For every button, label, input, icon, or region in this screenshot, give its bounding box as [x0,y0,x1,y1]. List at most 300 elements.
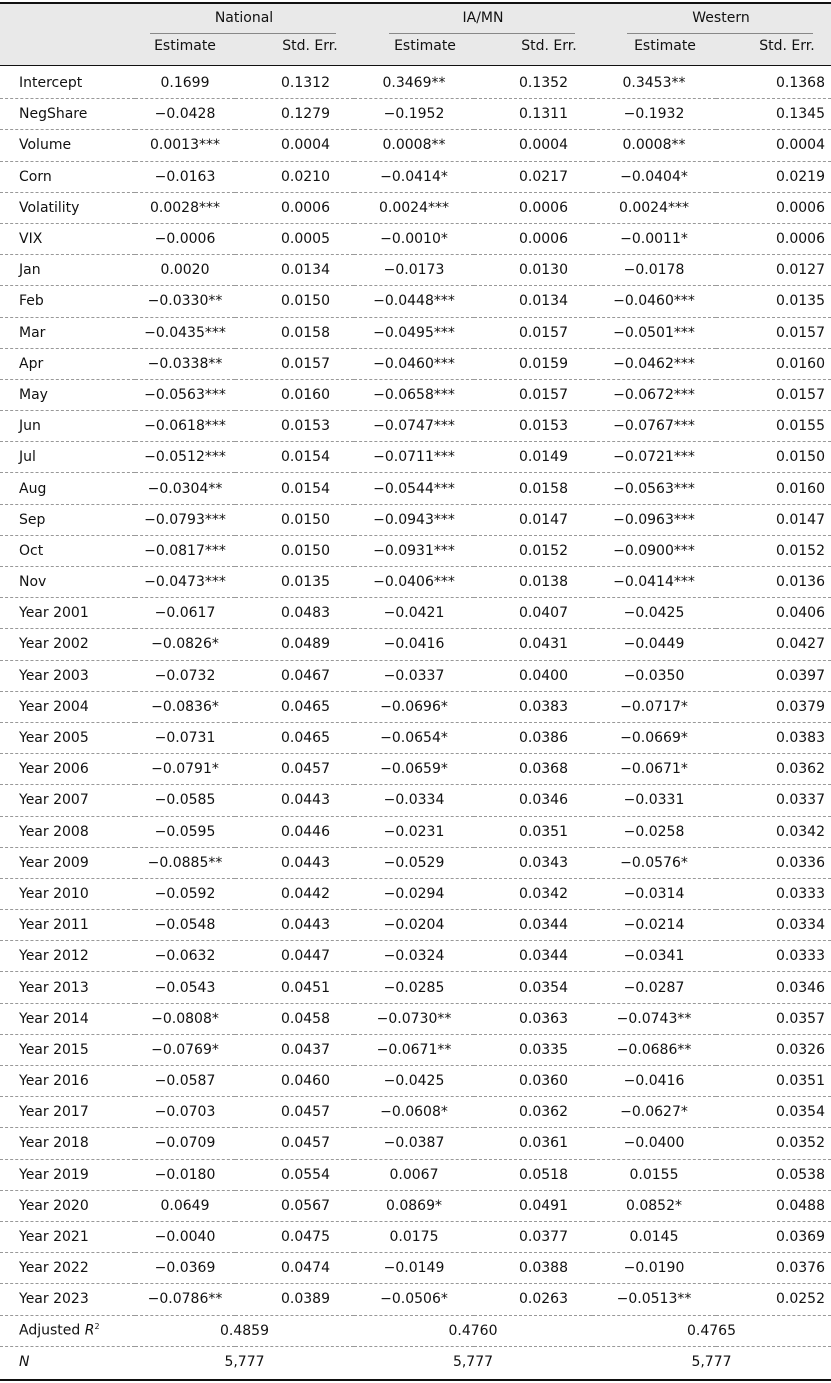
table-row [0,972,831,1003]
row-label: Year 2011 [0,910,135,941]
stderr-national: 0.0442 [235,878,354,909]
stderr-national: 0.0210 [235,161,354,192]
table-row [0,99,831,130]
row-label: Volatility [0,192,135,223]
table-row [0,68,831,99]
estimate-national: −0.0006 [135,223,235,254]
estimate-national: −0.0786** [135,1284,235,1315]
stderr-national: 0.0465 [235,722,354,753]
estimate-iamn: 0.0008** [354,130,474,161]
estimate-iamn: −0.0406*** [354,567,474,598]
row-label: Year 2007 [0,785,135,816]
estimate-western: −0.0563*** [592,473,716,504]
estimate-iamn: −0.0654* [354,722,474,753]
estimate-western: −0.0258 [592,816,716,847]
estimate-national: −0.0473*** [135,567,235,598]
estimate-western: −0.1932 [592,99,716,130]
table-row [0,847,831,878]
group-header-national: National [214,10,274,26]
estimate-national: −0.0791* [135,754,235,785]
estimate-national: −0.0632 [135,941,235,972]
estimate-national: −0.0769* [135,1034,235,1065]
adjusted-r2-western: 0.4765 [592,1315,831,1346]
stderr-national: 0.0154 [235,442,354,473]
stderr-national: 0.0474 [235,1253,354,1284]
estimate-iamn: −0.0324 [354,941,474,972]
estimate-iamn: −0.0294 [354,878,474,909]
estimate-national: −0.0338** [135,348,235,379]
stderr-iamn: 0.0158 [474,473,592,504]
stderr-western: 0.0354 [716,1097,831,1128]
estimate-national: −0.0595 [135,816,235,847]
row-label: Year 2010 [0,878,135,909]
stderr-national: 0.0457 [235,1097,354,1128]
stderr-western: 0.0006 [716,192,831,223]
table-row [0,442,831,473]
row-label: VIX [0,223,135,254]
table-row [0,317,831,348]
estimate-western: −0.0767*** [592,411,716,442]
estimate-iamn: 0.0024*** [354,192,474,223]
estimate-national: −0.0617 [135,598,235,629]
estimate-western: −0.0460*** [592,286,716,317]
stderr-national: 0.0150 [235,504,354,535]
estimate-national: −0.0369 [135,1253,235,1284]
stderr-western: 0.0362 [716,754,831,785]
row-label: Year 2009 [0,847,135,878]
table-row [0,1034,831,1065]
estimate-national: −0.0428 [135,99,235,130]
estimate-national: −0.0512*** [135,442,235,473]
row-label: Intercept [0,68,135,99]
stderr-western: 0.0150 [716,442,831,473]
table-row [0,286,831,317]
estimate-national: −0.0808* [135,1003,235,1034]
estimate-iamn: 0.0067 [354,1159,474,1190]
estimate-national: −0.0543 [135,972,235,1003]
table-row [0,816,831,847]
stderr-national: 0.0457 [235,1128,354,1159]
row-label: Sep [0,504,135,535]
row-label: Year 2013 [0,972,135,1003]
estimate-western: −0.0011* [592,223,716,254]
subheader-std-err: Std. Err. [521,38,577,54]
stderr-iamn: 0.0344 [474,941,592,972]
table-row [0,379,831,410]
estimate-western: −0.0963*** [592,504,716,535]
table-row [0,255,831,286]
stderr-national: 0.0157 [235,348,354,379]
stderr-iamn: 0.0130 [474,255,592,286]
stderr-iamn: 0.0263 [474,1284,592,1315]
estimate-iamn: −0.0671** [354,1034,474,1065]
stderr-national: 0.0451 [235,972,354,1003]
group-underline-national [150,33,336,34]
stderr-western: 0.0252 [716,1284,831,1315]
estimate-national: 0.0020 [135,255,235,286]
row-label: Nov [0,567,135,598]
estimate-western: 0.0852* [592,1190,716,1221]
table-body [0,68,831,1377]
estimate-western: −0.0404* [592,161,716,192]
stderr-national: 0.0437 [235,1034,354,1065]
stderr-western: 0.0383 [716,722,831,753]
stderr-iamn: 0.0006 [474,223,592,254]
estimate-western: −0.0743** [592,1003,716,1034]
subheader-estimate: Estimate [634,38,696,54]
stderr-iamn: 0.0368 [474,754,592,785]
estimate-iamn: −0.0544*** [354,473,474,504]
stderr-national: 0.0443 [235,847,354,878]
estimate-national: −0.0180 [135,1159,235,1190]
estimate-national: 0.0028*** [135,192,235,223]
row-label: Year 2003 [0,660,135,691]
stderr-iamn: 0.0147 [474,504,592,535]
estimate-western: −0.0717* [592,691,716,722]
stderr-western: 0.0342 [716,816,831,847]
estimate-western: −0.0501*** [592,317,716,348]
table-row [0,1159,831,1190]
n-national: 5,777 [224,1353,265,1370]
stderr-western: 0.0155 [716,411,831,442]
stderr-iamn: 0.0361 [474,1128,592,1159]
estimate-iamn: −0.0425 [354,1066,474,1097]
n-iamn: 5,777 [452,1353,494,1370]
stderr-iamn: 0.0006 [474,192,592,223]
table-row [0,1221,831,1252]
stderr-iamn: 0.0152 [474,535,592,566]
group-header-western: Western [692,10,750,26]
stderr-iamn: 0.0363 [474,1003,592,1034]
stderr-national: 0.0465 [235,691,354,722]
estimate-national: −0.0040 [135,1221,235,1252]
stderr-western: 0.0406 [716,598,831,629]
row-label: Year 2018 [0,1128,135,1159]
stderr-national: 0.0467 [235,660,354,691]
stderr-national: 0.0004 [235,130,354,161]
estimate-iamn: −0.0448*** [354,286,474,317]
table-row [0,691,831,722]
estimate-western: −0.0671* [592,754,716,785]
row-label: Feb [0,286,135,317]
table-row [0,130,831,161]
table-row [0,223,831,254]
estimate-western: −0.0425 [592,598,716,629]
estimate-iamn: −0.0659* [354,754,474,785]
n-row [0,1346,831,1377]
estimate-iamn: −0.0931*** [354,535,474,566]
stderr-iamn: 0.0362 [474,1097,592,1128]
stderr-iamn: 0.0004 [474,130,592,161]
stderr-western: 0.0135 [716,286,831,317]
table-row [0,1097,831,1128]
stderr-national: 0.0443 [235,910,354,941]
row-label: N [19,1353,30,1370]
row-label: Year 2001 [0,598,135,629]
estimate-western: −0.0414*** [592,567,716,598]
estimate-iamn: 0.3469** [354,68,474,99]
stderr-national: 0.0443 [235,785,354,816]
estimate-iamn: −0.0460*** [354,348,474,379]
estimate-western: 0.3453** [592,68,716,99]
estimate-western: −0.0341 [592,941,716,972]
estimate-western: 0.0008** [592,130,716,161]
estimate-iamn: −0.0943*** [354,504,474,535]
estimate-national: −0.0793*** [135,504,235,535]
stderr-western: 0.0376 [716,1253,831,1284]
estimate-national: −0.0836* [135,691,235,722]
stderr-western: 0.0147 [716,504,831,535]
row-label: Year 2004 [0,691,135,722]
table-row [0,348,831,379]
stderr-western: 0.0333 [716,878,831,909]
stderr-iamn: 0.1311 [474,99,592,130]
estimate-national: −0.0163 [135,161,235,192]
adjusted-r2-iamn: 0.4760 [354,1315,592,1346]
stderr-national: 0.0446 [235,816,354,847]
row-label: Year 2016 [0,1066,135,1097]
estimate-national: −0.0826* [135,629,235,660]
subheader-std-err: Std. Err. [759,38,815,54]
estimate-national: 0.0013*** [135,130,235,161]
estimate-iamn: 0.0869* [354,1190,474,1221]
stderr-iamn: 0.0346 [474,785,592,816]
estimate-national: −0.0330** [135,286,235,317]
estimate-western: −0.0627* [592,1097,716,1128]
estimate-iamn: −0.1952 [354,99,474,130]
stderr-iamn: 0.0159 [474,348,592,379]
stderr-western: 0.0369 [716,1221,831,1252]
stderr-iamn: 0.0383 [474,691,592,722]
stderr-western: 0.0334 [716,910,831,941]
row-label: Year 2023 [0,1284,135,1315]
row-label: Oct [0,535,135,566]
table-row [0,941,831,972]
stderr-western: 0.0488 [716,1190,831,1221]
stderr-national: 0.1279 [235,99,354,130]
estimate-western: −0.0686** [592,1034,716,1065]
stderr-iamn: 0.0491 [474,1190,592,1221]
stderr-iamn: 0.0342 [474,878,592,909]
stderr-western: 0.0336 [716,847,831,878]
table-row [0,598,831,629]
row-label: Year 2002 [0,629,135,660]
estimate-national: −0.0885** [135,847,235,878]
estimate-national: −0.0304** [135,473,235,504]
row-label: Year 2012 [0,941,135,972]
estimate-western: −0.0214 [592,910,716,941]
table-row [0,411,831,442]
row-label: Adjusted $R^2$ [0,1315,135,1346]
row-label: Mar [0,317,135,348]
stderr-western: 0.0326 [716,1034,831,1065]
estimate-national: −0.0732 [135,660,235,691]
estimate-western: −0.0178 [592,255,716,286]
estimate-iamn: −0.0414* [354,161,474,192]
stderr-iamn: 0.0134 [474,286,592,317]
table-row [0,161,831,192]
adjusted-r2-row [0,1315,831,1346]
table-row [0,535,831,566]
stderr-national: 0.0567 [235,1190,354,1221]
table-row [0,754,831,785]
estimate-iamn: −0.0421 [354,598,474,629]
estimate-national: −0.0703 [135,1097,235,1128]
estimate-iamn: −0.0529 [354,847,474,878]
stderr-western: 0.0152 [716,535,831,566]
estimate-western: 0.0145 [592,1221,716,1252]
stderr-western: 0.1368 [716,68,831,99]
table-row [0,192,831,223]
stderr-national: 0.0005 [235,223,354,254]
subheader-estimate: Estimate [154,38,216,54]
estimate-western: 0.0024*** [592,192,716,223]
estimate-iamn: −0.0506* [354,1284,474,1315]
group-underline-western [627,33,813,34]
stderr-western: 0.0337 [716,785,831,816]
stderr-national: 0.0006 [235,192,354,223]
row-label: Year 2022 [0,1253,135,1284]
table-row [0,629,831,660]
stderr-western: 0.0427 [716,629,831,660]
estimate-western: −0.0331 [592,785,716,816]
table-row [0,473,831,504]
stderr-iamn: 0.0400 [474,660,592,691]
estimate-western: −0.0314 [592,878,716,909]
stderr-iamn: 0.0351 [474,816,592,847]
estimate-iamn: −0.0416 [354,629,474,660]
stderr-national: 0.0458 [235,1003,354,1034]
estimate-national: −0.0585 [135,785,235,816]
stderr-national: 0.0475 [235,1221,354,1252]
stderr-national: 0.0150 [235,535,354,566]
stderr-national: 0.0389 [235,1284,354,1315]
row-label: Year 2008 [0,816,135,847]
stderr-western: 0.0160 [716,473,831,504]
estimate-iamn: −0.0495*** [354,317,474,348]
group-header-iamn: IA/MN [462,10,504,26]
estimate-iamn: −0.0285 [354,972,474,1003]
stderr-western: 0.0136 [716,567,831,598]
stderr-iamn: 0.0138 [474,567,592,598]
subheader-std-err: Std. Err. [282,38,338,54]
stderr-iamn: 0.0157 [474,379,592,410]
estimate-national: −0.0548 [135,910,235,941]
stderr-national: 0.0489 [235,629,354,660]
stderr-western: 0.0538 [716,1159,831,1190]
estimate-western: −0.0400 [592,1128,716,1159]
stderr-iamn: 0.0431 [474,629,592,660]
stderr-western: 0.0157 [716,317,831,348]
estimate-national: −0.0592 [135,878,235,909]
adjusted-r2-national: 0.4859 [135,1315,354,1346]
stderr-western: 0.1345 [716,99,831,130]
stderr-national: 0.0134 [235,255,354,286]
stderr-national: 0.0457 [235,754,354,785]
estimate-western: −0.0721*** [592,442,716,473]
estimate-national: −0.0563*** [135,379,235,410]
estimate-western: −0.0449 [592,629,716,660]
estimate-iamn: −0.0658*** [354,379,474,410]
row-label: Volume [0,130,135,161]
row-label: Year 2006 [0,754,135,785]
stderr-iamn: 0.0344 [474,910,592,941]
bottom-rule [0,1379,831,1381]
row-label: Apr [0,348,135,379]
row-label: May [0,379,135,410]
stderr-western: 0.0346 [716,972,831,1003]
estimate-iamn: −0.0747*** [354,411,474,442]
estimate-western: −0.0513** [592,1284,716,1315]
estimate-iamn: −0.0173 [354,255,474,286]
table-row [0,1066,831,1097]
row-label: Aug [0,473,135,504]
row-label: Corn [0,161,135,192]
header-rule [0,65,831,66]
estimate-western: −0.0672*** [592,379,716,410]
estimate-western: −0.0287 [592,972,716,1003]
estimate-iamn: −0.0204 [354,910,474,941]
stderr-western: 0.0379 [716,691,831,722]
stderr-iamn: 0.0407 [474,598,592,629]
row-label: Year 2020 [0,1190,135,1221]
row-label: Year 2019 [0,1159,135,1190]
stderr-iamn: 0.0149 [474,442,592,473]
estimate-national: −0.0817*** [135,535,235,566]
group-underline-iamn [389,33,575,34]
stderr-national: 0.0150 [235,286,354,317]
stderr-iamn: 0.0386 [474,722,592,753]
estimate-national: 0.0649 [135,1190,235,1221]
table-row [0,722,831,753]
stderr-iamn: 0.0354 [474,972,592,1003]
stderr-western: 0.0357 [716,1003,831,1034]
estimate-iamn: −0.0337 [354,660,474,691]
stderr-iamn: 0.1352 [474,68,592,99]
estimate-iamn: −0.0387 [354,1128,474,1159]
stderr-national: 0.0158 [235,317,354,348]
stderr-iamn: 0.0153 [474,411,592,442]
stderr-national: 0.0483 [235,598,354,629]
estimate-national: −0.0618*** [135,411,235,442]
stderr-western: 0.0127 [716,255,831,286]
stderr-iamn: 0.0217 [474,161,592,192]
table-row [0,504,831,535]
estimate-iamn: 0.0175 [354,1221,474,1252]
stderr-western: 0.0004 [716,130,831,161]
table-row [0,878,831,909]
estimate-iamn: −0.0711*** [354,442,474,473]
row-label: Year 2014 [0,1003,135,1034]
stderr-national: 0.0460 [235,1066,354,1097]
stderr-western: 0.0352 [716,1128,831,1159]
stderr-western: 0.0333 [716,941,831,972]
stderr-national: 0.0160 [235,379,354,410]
estimate-western: −0.0462*** [592,348,716,379]
table-row [0,567,831,598]
table-row [0,660,831,691]
subheader-estimate: Estimate [394,38,456,54]
estimate-western: −0.0669* [592,722,716,753]
estimate-western: −0.0350 [592,660,716,691]
estimate-western: 0.0155 [592,1159,716,1190]
stderr-national: 0.0554 [235,1159,354,1190]
stderr-iamn: 0.0377 [474,1221,592,1252]
estimate-national: −0.0435*** [135,317,235,348]
estimate-western: −0.0576* [592,847,716,878]
estimate-national: 0.1699 [135,68,235,99]
stderr-iamn: 0.0360 [474,1066,592,1097]
